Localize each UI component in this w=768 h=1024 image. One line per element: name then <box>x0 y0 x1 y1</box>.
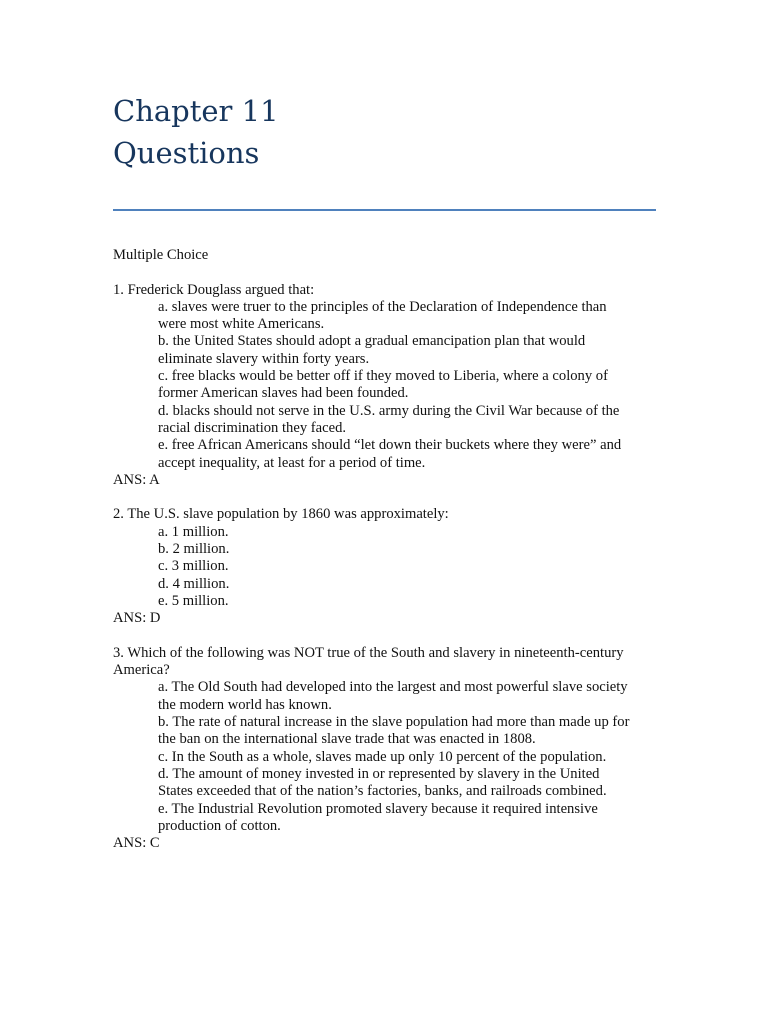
answer-option-b: b. The rate of natural increase in the slave population had more than made up for the ban on the international slave trade that was enacted in 1808. <box>158 714 630 748</box>
answer-option-c: c. In the South as a whole, slaves made up only 10 percent of the population. <box>158 748 607 765</box>
answer-key: ANS: D <box>113 610 161 627</box>
answer-option-e: e. free African Americans should “let down their buckets where they were” and accept inequality, at least for a period of time. <box>158 437 622 471</box>
answer-key: ANS: C <box>113 835 160 852</box>
title-divider <box>113 209 656 211</box>
question-stem: 1. Frederick Douglass argued that: <box>113 281 315 298</box>
section-heading: Multiple Choice <box>113 247 209 263</box>
answer-option-d: d. blacks should not serve in the U.S. army during the Civil War because of the racial discrimination they faced. <box>158 402 620 436</box>
answer-option-b: b. the United States should adopt a gradual emancipation plan that would eliminate slavery within forty years. <box>158 333 586 367</box>
chapter-title <box>113 90 673 174</box>
question-2 <box>113 506 633 627</box>
document-body <box>113 247 633 870</box>
chapter-title-line-2: Questions <box>113 136 260 170</box>
answer-option-e: e. The Industrial Revolution promoted slavery because it required intensive production of cotton. <box>158 800 598 834</box>
answer-key: ANS: A <box>113 471 160 488</box>
answer-option-b: b. 2 million. <box>158 541 230 558</box>
question-stem: 3. Which of the following was NOT true of the South and slavery in nineteenth-century America? <box>113 644 624 679</box>
answer-option-d: d. 4 million. <box>158 575 230 592</box>
answer-option-a: a. 1 million. <box>158 523 229 540</box>
question-stem: 2. The U.S. slave population by 1860 was approximately: <box>113 506 449 523</box>
question-3 <box>113 645 633 853</box>
answer-option-c: c. 3 million. <box>158 558 229 575</box>
question-1 <box>113 282 633 490</box>
answer-option-a: a. The Old South had developed into the largest and most powerful slave society the modern world has known. <box>158 679 628 713</box>
answer-option-a: a. slaves were truer to the principles of the Declaration of Independence than were most white Americans. <box>158 298 607 333</box>
answer-option-c: c. free blacks would be better off if they moved to Liberia, where a colony of former American slaves had been founded. <box>158 368 608 402</box>
answer-option-d: d. The amount of money invested in or represented by slavery in the United States exceeded that of the nation’s factories, banks, and railroads combined. <box>158 765 607 800</box>
answer-option-e: e. 5 million. <box>158 592 229 609</box>
chapter-title-line-1: Chapter 11 <box>113 94 279 128</box>
